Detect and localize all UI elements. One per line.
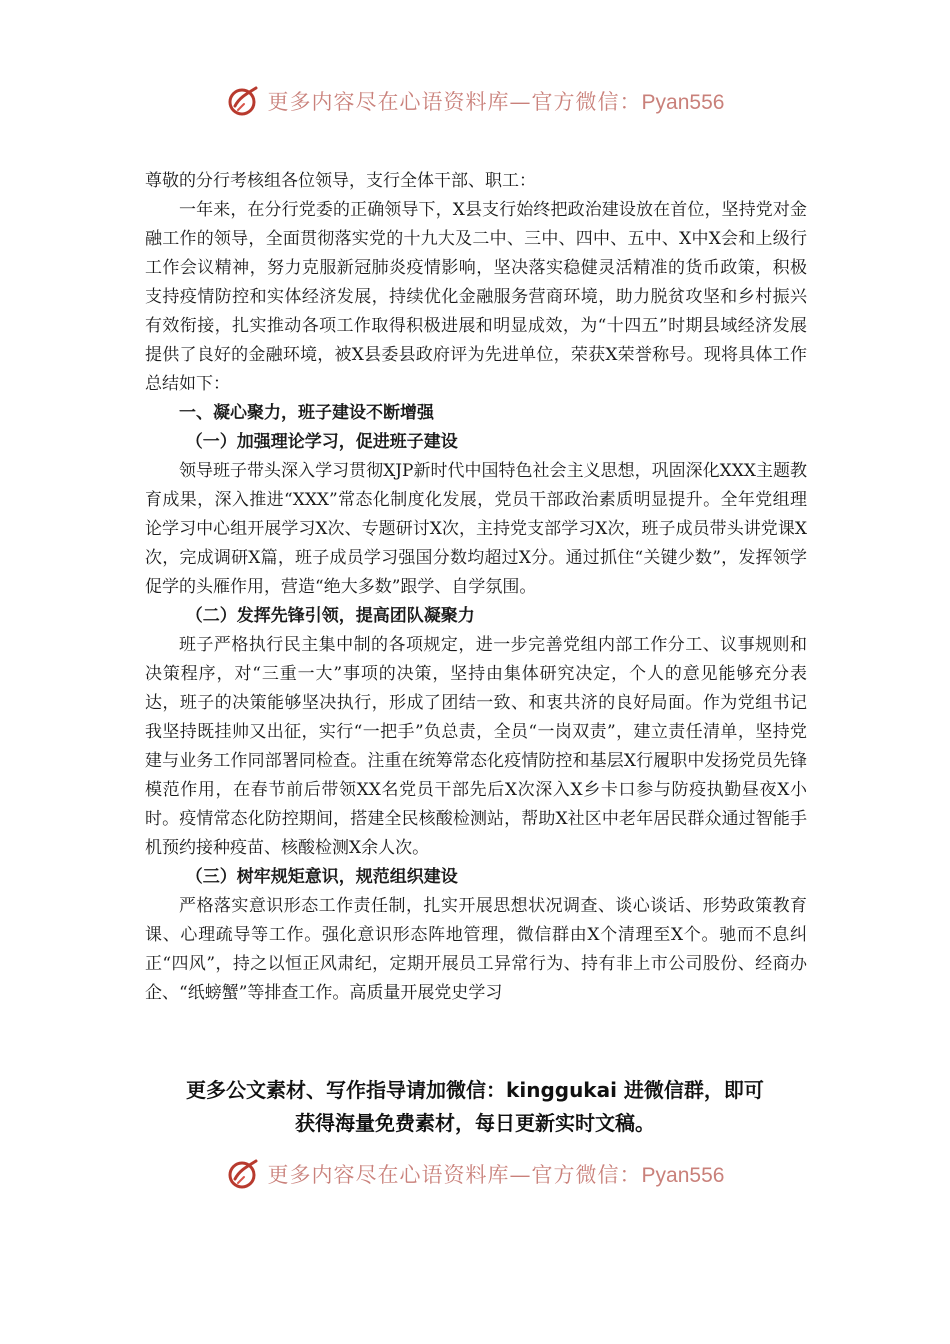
header-watermark <box>0 84 950 118</box>
document-body <box>145 167 807 1008</box>
pen-swirl-logo-icon <box>226 84 260 118</box>
watermark-text: 更多内容尽在心语资料库—官方微信：Pyan556 <box>267 1163 725 1187</box>
section-1-title: 一、凝心聚力，班子建设不断增强 <box>179 403 434 423</box>
salutation: 尊敬的分行考核组各位领导，支行全体干部、职工： <box>145 171 536 191</box>
promo-line-2: 获得海量免费素材，每日更新实时文稿。 <box>295 1111 655 1135</box>
promo-banner <box>60 1074 890 1140</box>
intro-paragraph: 一年来，在分行党委的正确领导下，X县支行始终把政治建设放在首位，坚持党对金融工作的领导，全面贯彻落实党的十九大及二中、三中、四中、五中、X中X会和上级行工作会议精神，努力克服新冠肺炎疫情影响，坚决落实稳健灵活精准的货币政策，积极支持疫情防控和实体经济发展，持续优化金融服务营商环境，助力脱贫攻坚和乡村振兴有效衔接，扎实推动各项工作取得积极进展和明显成效，为“十四五”时期县域经济发展提供了良好的金融环境，被X县委县政府评为先进单位，荣获X荣誉称号。现将具体工作总结如下： <box>145 200 807 394</box>
watermark-text: 更多内容尽在心语资料库—官方微信：Pyan556 <box>267 90 725 114</box>
watermark-wechat-id: Pyan556 <box>641 91 725 114</box>
subsection-1-title: （一）加强理论学习，促进班子建设 <box>185 432 458 452</box>
subsection-3-paragraph: 严格落实意识形态工作责任制，扎实开展思想状况调查、谈心谈话、形势政策教育课、心理疏导等工作。强化意识形态阵地管理，微信群由X个清理至X个。驰而不息纠正“四风”，持之以恒正风肃纪，定期开展员工异常行为、持有非上市公司股份、经商办企、“纸螃蟹”等排查工作。高质量开展党史学习 <box>145 896 807 1003</box>
subsection-1-paragraph: 领导班子带头深入学习贯彻XJP新时代中国特色社会主义思想，巩固深化XXX主题教育成果，深入推进“XXX”常态化制度化发展，党员干部政治素质明显提升。全年党组理论学习中心组开展学习X次、专题研讨X次，主持党支部学习X次，班子成员带头讲党课X次，完成调研X篇，班子成员学习强国分数均超过X分。通过抓住“关键少数”，发挥领学促学的头雁作用，营造“绝大多数”跟学、自学氛围。 <box>145 461 807 597</box>
pen-swirl-logo-icon <box>226 1157 260 1191</box>
subsection-3-title: （三）树牢规矩意识，规范组织建设 <box>185 867 458 887</box>
subsection-2-paragraph: 班子严格执行民主集中制的各项规定，进一步完善党组内部工作分工、议事规则和决策程序，对“三重一大”事项的决策，坚持由集体研究决定，个人的意见能够充分表达，班子的决策能够坚决执行，形成了团结一致、和衷共济的良好局面。作为党组书记我坚持既挂帅又出征，实行“一把手”负总责，全员“一岗双责”，建立责任清单，坚持党建与业务工作同部署同检查。注重在统筹常态化疫情防控和基层X行履职中发扬党员先锋模范作用，在春节前后带领XX名党员干部先后X次深入X乡卡口参与防疫执勤昼夜X小时。疫情常态化防控期间，搭建全民核酸检测站，帮助X社区中老年居民群众通过智能手机预约接种疫苗、核酸检测X余人次。 <box>145 635 807 858</box>
promo-line-1: 更多公文素材、写作指导请加微信：kinggukai 进微信群，即可 <box>186 1078 764 1102</box>
watermark-wechat-id: Pyan556 <box>641 1164 725 1187</box>
footer-watermark <box>0 1157 950 1191</box>
subsection-2-title: （二）发挥先锋引领，提高团队凝聚力 <box>185 606 475 626</box>
